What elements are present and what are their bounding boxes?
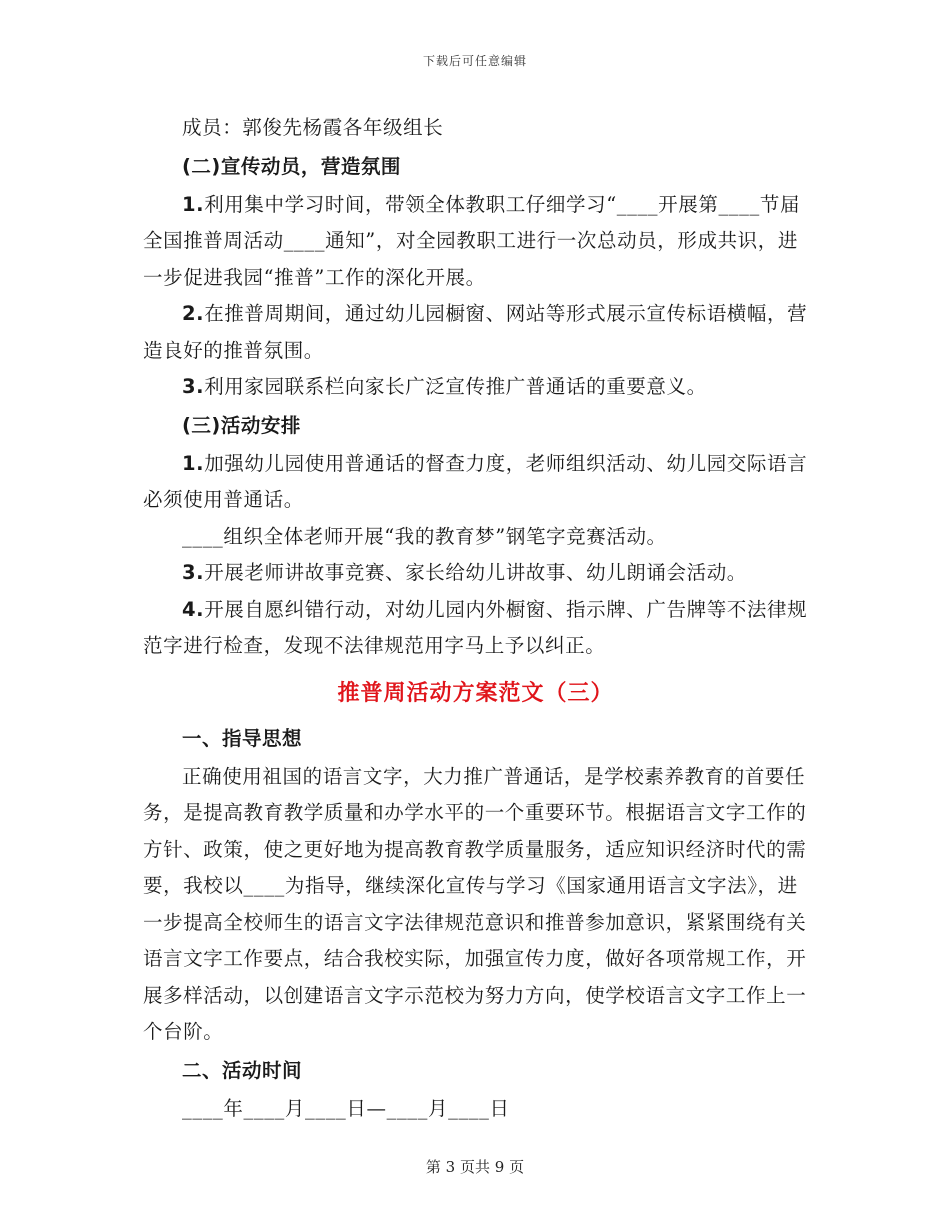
item-number: 3. <box>182 375 205 398</box>
part1-heading: 一、指导思想 <box>182 726 303 750</box>
part2-text: ____年____月____日—____月____日 <box>182 1096 510 1120</box>
s2-item2 <box>143 296 808 369</box>
item-number: 3. <box>182 561 205 584</box>
item-number: 4. <box>182 597 205 621</box>
s3-item3 <box>143 555 808 592</box>
item-text: 开展老师讲故事竞赛、家长给幼儿讲故事、幼儿朗诵会活动。 <box>204 561 747 584</box>
item-text: 在推普周期间，通过幼儿园橱窗、网站等形式展示宣传标语横幅，营造良好的推普氛围。 <box>143 302 808 362</box>
document-body <box>143 110 808 1127</box>
item-text: 开展自愿纠错行动，对幼儿园内外橱窗、指示牌、广告牌等不法律规范字进行检查，发现不法律规范用字马上予以纠正。 <box>143 597 808 657</box>
s3-item4 <box>143 592 808 665</box>
s2-item3 <box>143 369 808 406</box>
item-number: 2. <box>182 302 205 325</box>
item-number: 1. <box>182 451 205 475</box>
item-text: 加强幼儿园使用普通话的督查力度，老师组织活动、幼儿园交际语言必须使用普通话。 <box>143 451 808 511</box>
section2-heading: (二)宣传动员，营造氛围 <box>182 154 401 178</box>
part1-text: 正确使用祖国的语言文字，大力推广普通话，是学校素养教育的首要任务，是提高教育教学质量和办学水平的一个重要环节。根据语言文字工作的方针、政策，使之更好地为提高教育教学质量服务，适应知识经济时代的需要，我校以____为指导，继续深化宣传与学习《国家通用语言文字法》，进一步提高全校师生的语言文字法律规范意识和推普参加意识，紧紧围绕有关语言文字工作要点，结合我校实际，加强宣传力度，做好各项常规工作，开展多样活动，以创建语言文字示范校为努力方向，使学校语言文字工作上一个台阶。 <box>143 764 807 1043</box>
item-number: 1. <box>182 192 205 216</box>
item-text: 利用家园联系栏向家长广泛宣传推广普通话的重要意义。 <box>204 375 707 398</box>
part2-heading: 二、活动时间 <box>182 1058 303 1082</box>
s3-item1 <box>143 446 808 519</box>
section3-heading: (三)活动安排 <box>182 413 301 437</box>
members-line: 成员：郭俊先杨霞各年级组长 <box>182 116 444 139</box>
document-title: 推普周活动方案范文（三） <box>337 680 614 706</box>
s3-item2: ____组织全体老师开展“我的教育梦”钢笔字竞赛活动。 <box>182 524 667 548</box>
item-text: 利用集中学习时间，带领全体教职工仔细学习“____开展第____节届全国推普周活动____通知”，对全园教职工进行一次总动员，形成共识，进一步促进我园“推普”工作的深化开展。 <box>143 192 801 289</box>
page-header: 下载后可任意编辑 <box>422 54 527 68</box>
s2-item1 <box>143 187 808 297</box>
page-footer: 第 3 页共 9 页 <box>425 1158 525 1176</box>
